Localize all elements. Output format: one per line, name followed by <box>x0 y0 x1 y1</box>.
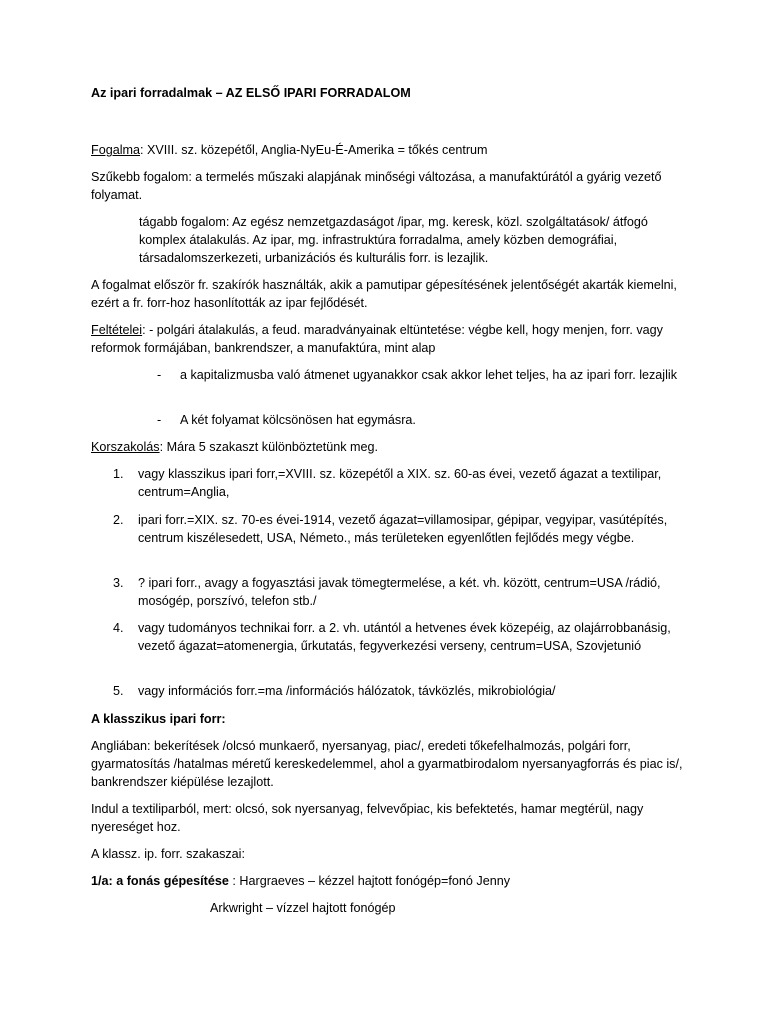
angliaban-paragraph: Angliában: bekerítések /olcsó munkaerő, nyersanyag, piac/, eredeti tőkefelhalmozás, polgári forr, gyarmatosítás /hatalmas méretű kereskedelemmel, ahol a gyarmatbirodalom nyersanyagforrás és piac is/, bankrendszer kiépülése lezajlott. <box>91 739 683 789</box>
feltetelei-paragraph <box>91 321 691 357</box>
klasszikus-heading: A klasszikus ipari forr: <box>91 712 226 726</box>
indul-paragraph: Indul a textiliparból, mert: olcsó, sok nyersanyag, felvevőpiac, kis befektetés, hamar megtérül, nagy nyereséget hoz. <box>91 802 644 834</box>
numbered-item-text: ? ipari forr., avagy a fogyasztási javak tömegtermelése, a két. vh. között, centrum=USA /rádió, mosógép, porszívó, telefon stb./ <box>138 576 661 608</box>
feltetelei-text: : - polgári átalakulás, a feud. maradványainak eltüntetése: végbe kell, hogy menjen, forr. vagy reformok formájában, bankrendszer, a manufaktúra, mint alap <box>91 323 663 355</box>
korszakolas-text: : Mára 5 szakaszt különböztetünk meg. <box>159 440 379 454</box>
number-marker: 4. <box>113 621 124 635</box>
szukebb-paragraph: Szűkebb fogalom: a termelés műszaki alapjának minőségi változása, a manufaktúrától a gyárig vezető folyamat. <box>91 170 662 202</box>
fogalma-text: : XVIII. sz. közepétől, Anglia-NyEu-É-Amerika = tőkés centrum <box>140 143 488 157</box>
numbered-item-text: vagy klasszikus ipari forr,=XVIII. sz. közepétől a XIX. sz. 60-as évei, vezető ágazat a textilipar, centrum=Anglia, <box>138 467 662 499</box>
eloszor-paragraph: A fogalmat először fr. szakírók használták, akik a pamutipar gépesítésének jelentőségét akarták kiemelni, ezért a fr. forr-hoz hasonlították az ipar fejlődését. <box>91 278 677 310</box>
numbered-item-text: vagy tudományos technikai forr. a 2. vh. utántól a hetvenes évek közepéig, az olajárrobbanásig, vezető ágazat=atomenergia, űrkutatás, fegyverkezési verseny, centrum=USA, Szovjetunió <box>138 621 671 653</box>
tagabb-paragraph: tágabb fogalom: Az egész nemzetgazdaságot /ipar, mg. keresk, közl. szolgáltatások/ átfogó komplex átalakulás. Az ipar, mg. infrastruktúra forradalma, amely közben demográfiai, társadalomszerkezeti, urbanizációs és kulturális forr. is lezajlik. <box>139 215 648 265</box>
feltetelei-label: Feltételei <box>91 323 143 337</box>
arkwright-line: Arkwright – vízzel hajtott fonógép <box>210 901 396 915</box>
fogalma-paragraph <box>91 141 691 159</box>
document-title: Az ipari forradalmak – AZ ELSŐ IPARI FORRADALOM <box>91 86 411 100</box>
fonas-paragraph <box>91 872 691 890</box>
korszakolas-label: Korszakolás <box>91 440 160 454</box>
fonas-text: : Hargraeves – kézzel hajtott fonógép=fonó Jenny <box>228 874 510 888</box>
fonas-label: 1/a: a fonás gépesítése <box>91 874 229 888</box>
dash-item-text: A két folyamat kölcsönösen hat egymásra. <box>180 413 416 427</box>
korszakolas-paragraph <box>91 438 691 456</box>
numbered-item-text: ipari forr.=XIX. sz. 70-es évei-1914, vezető ágazat=villamosipar, gépipar, vegyipar, vasútépítés, centrum kiszélesedett, USA, Németo., más területeken egyenlőtlen fejlődés megy végbe. <box>138 513 668 545</box>
szakaszai-paragraph: A klassz. ip. forr. szakaszai: <box>91 847 245 861</box>
dash-marker: - <box>157 368 162 382</box>
numbered-item-text: vagy információs forr.=ma /információs hálózatok, távközlés, mikrobiológia/ <box>138 684 556 698</box>
dash-marker: - <box>157 413 162 427</box>
fogalma-label: Fogalma <box>91 143 140 157</box>
number-marker: 1. <box>113 467 124 481</box>
dash-item-text: a kapitalizmusba való átmenet ugyanakkor csak akkor lehet teljes, ha az ipari forr. lezajlik <box>180 368 677 382</box>
number-marker: 3. <box>113 576 124 590</box>
number-marker: 5. <box>113 684 124 698</box>
number-marker: 2. <box>113 513 124 527</box>
